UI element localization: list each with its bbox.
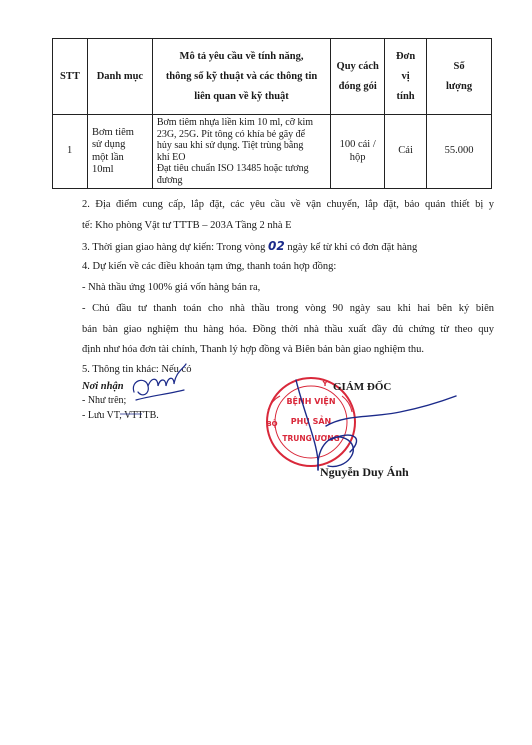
stamp-letter-top: Y [322,380,328,388]
recipient-item: - Như trên; [82,395,127,406]
cell-description: Bơm tiêm nhựa liền kim 10 ml, cỡ kim 23G, 25G. Pít tông có khía bẻ gãy để hủy sau khi sử dụng. Tiệt trùng bằng khí EO Đạt tiêu chuẩn ISO 13485 hoặc tương đương [152,115,330,189]
header-stt: STT [53,39,88,115]
header-packaging: Quy cách đóng gói [331,39,385,115]
header-quantity: Số lượng [427,39,492,115]
cell-unit: Cái [385,115,427,189]
header-unit: Đơn vị tính [385,39,427,115]
stamp-text-line-3: TRUNG ƯƠNG [282,434,340,443]
cell-category: Bơm tiêm sử dụng một lần 10ml [87,115,152,189]
item-4-a: - Nhà thầu ứng 100% giá vốn hàng bán ra, [82,282,261,293]
cell-stt: 1 [53,115,88,189]
stamp-letter-left: BỘ [266,420,278,428]
item-4-b-line-1: - Chủ đầu tư thanh toán cho nhà thầu trong vòng 90 ngày sau khi hai bên ký biên [82,303,494,314]
director-title: GIÁM ĐỐC [333,381,392,393]
recipients-title: Nơi nhận [82,381,124,392]
cell-quantity: 55.000 [427,115,492,189]
item-2-line-1: 2. Địa điểm cung cấp, lắp đặt, các yêu cầu về vận chuyển, lắp đặt, bảo quản thiết bị y [82,199,494,210]
stamp-text-line-1: BỆNH VIỆN [286,397,336,406]
director-name: Nguyễn Duy Ánh [320,465,409,479]
item-4-b-line-2: bản bàn giao nghiệm thu hàng hóa. Đồng thời nhà thầu xuất đầy đủ chứng từ theo quy [82,324,494,335]
item-4: 4. Dự kiến về các điều khoản tạm ứng, thanh toán hợp đồng: [82,261,337,272]
item-2-line-2: tế: Kho phòng Vật tư TTTB – 203A Tầng 2 nhà E [82,220,292,231]
header-category: Danh mục [87,39,152,115]
recipient-initial-signature [133,364,186,400]
stamp-text-line-2: PHỤ SẢN [290,417,332,426]
recipient-item: - Lưu VT, VTTTB. [82,410,159,421]
item-3: 3. Thời gian giao hàng dự kiến: Trong vòng 02 ngày kể từ khi có đơn đặt hàng [82,239,418,253]
item-5: 5. Thông tin khác: Nếu có [82,364,192,375]
item-4-b-line-3: định như hóa đơn tài chính, Thanh lý hợp đồng và Biên bản bàn giao nghiệm thu. [82,344,425,355]
cell-packaging: 100 cái / hộp [331,115,385,189]
header-description: Mô tả yêu cầu về tính năng, thông số kỹ thuật và các thông tin liên quan về kỹ thuật [152,39,330,115]
handwritten-days: 02 [268,239,285,253]
